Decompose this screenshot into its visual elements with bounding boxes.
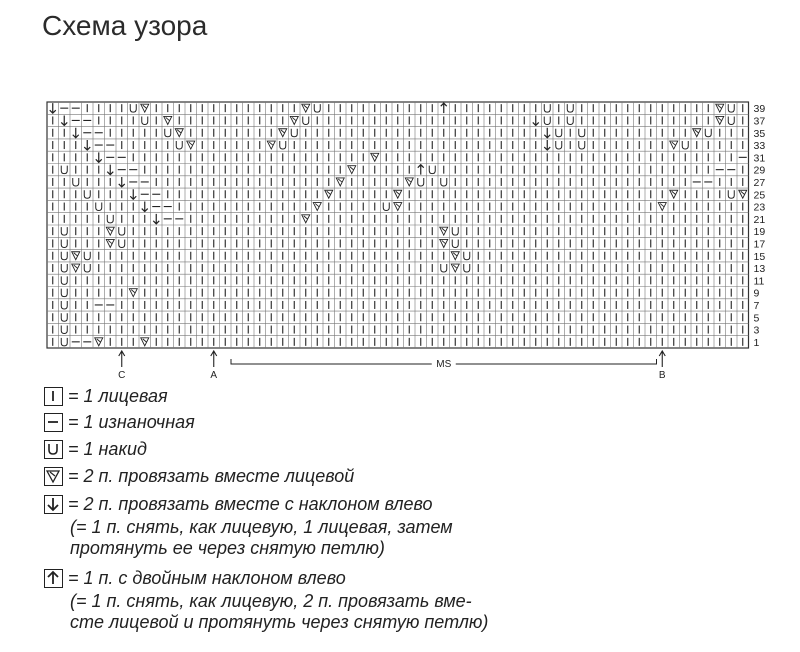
legend-text: = 1 изнаночная <box>68 412 195 432</box>
row-number-label: 9 <box>753 287 760 300</box>
legend-item-sk2p <box>44 568 346 589</box>
row-number-label: 1 <box>753 336 760 349</box>
sk2p-arrow-up-icon <box>44 569 63 588</box>
legend-text: = 2 п. провязать вместе лицевой <box>68 466 355 486</box>
row-number-label: 11 <box>753 275 765 288</box>
legend-note-line: сте лицевой и протянуть через снятую петлю) <box>70 612 489 632</box>
row-number-label: 37 <box>753 115 766 128</box>
row-number-label: 15 <box>753 250 766 263</box>
k2tog-icon <box>44 467 63 486</box>
row-number-label: 31 <box>753 152 766 165</box>
marker-arrow-a <box>211 351 217 367</box>
legend-note-line: (= 1 п. снять, как лицевую, 1 лицевая, затем <box>70 517 453 537</box>
row-number-label: 39 <box>753 103 766 116</box>
legend-note-line: (= 1 п. снять, как лицевую, 2 п. провязать вме- <box>70 591 472 611</box>
row-number-label: 17 <box>753 238 766 251</box>
legend-item-yo <box>44 439 147 460</box>
ssk-arrow-down-icon <box>44 495 63 514</box>
legend-text: = 1 накид <box>68 439 147 459</box>
legend-item-purl <box>44 412 195 433</box>
row-number-label: 33 <box>753 140 766 153</box>
repeat-label: MS <box>436 359 452 370</box>
row-number-label: 7 <box>753 299 760 312</box>
legend-text: = 1 лицевая <box>68 386 168 406</box>
purl-symbol-icon <box>44 413 63 432</box>
marker-label-b: B <box>658 370 666 381</box>
marker-label-a: A <box>210 370 218 381</box>
page-title: Схема узора <box>42 10 208 41</box>
row-number-label: 5 <box>753 312 760 325</box>
legend-note <box>70 591 488 633</box>
legend-note-line: протянуть ее через снятую петлю) <box>70 538 385 558</box>
marker-arrow-b <box>659 351 665 367</box>
yarn-over-icon <box>44 440 63 459</box>
row-number-label: 29 <box>753 164 766 177</box>
legend-item-k2tog <box>44 466 354 487</box>
row-number-label: 23 <box>753 201 766 214</box>
row-number-label: 3 <box>753 324 760 337</box>
row-number-label: 21 <box>753 213 766 226</box>
row-number-label: 35 <box>753 127 766 140</box>
knit-symbol-icon <box>44 387 63 406</box>
legend-text: = 2 п. провязать вместе с наклоном влево <box>68 494 433 514</box>
legend-note <box>70 517 453 559</box>
row-number-label: 13 <box>753 263 766 276</box>
marker-arrow-c <box>119 351 125 367</box>
marker-label-c: C <box>118 370 126 381</box>
row-number-label: 27 <box>753 176 766 189</box>
legend-item-ssk <box>44 494 433 515</box>
legend-item-knit <box>44 386 168 407</box>
row-number-label: 19 <box>753 226 766 239</box>
legend-text: = 1 п. с двойным наклоном влево <box>68 568 346 588</box>
row-number-label: 25 <box>753 189 766 202</box>
